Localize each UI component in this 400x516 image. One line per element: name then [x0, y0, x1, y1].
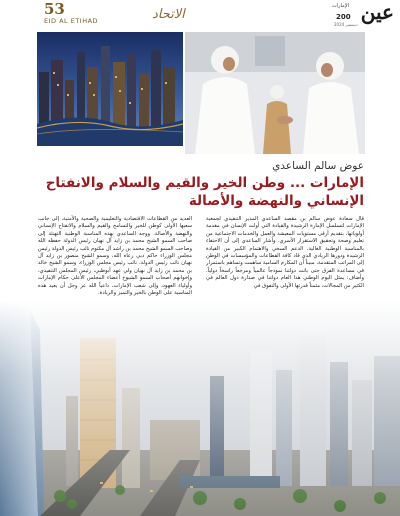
article-headline	[44, 174, 364, 210]
page-header	[0, 0, 400, 28]
issue-date: ديسمبر 2024	[334, 22, 358, 27]
magazine-masthead	[332, 1, 394, 27]
issue-number: 200	[336, 13, 351, 21]
eid-label: EID AL ETIHAD	[44, 17, 99, 25]
headline-line-1: الإمارات ... وطن الخير والقيم والسلام والانفتاح	[45, 175, 364, 191]
calligraphy-logo	[152, 3, 188, 23]
eid-al-etihad-logo	[44, 2, 102, 25]
ceremony-photo	[185, 32, 365, 154]
masthead-subtitle: الإمارات	[332, 3, 349, 9]
article-column-left	[38, 216, 192, 297]
headline-line-2: الإنساني والنهضة والأصالة	[188, 193, 364, 209]
masthead-brand: عين	[360, 0, 394, 24]
city-skyline-image	[0, 300, 400, 516]
article-column-right	[206, 216, 364, 290]
article-author: عوض سالم الساعدي	[272, 160, 364, 172]
marina-photo	[37, 32, 183, 146]
marina-skyline-image	[37, 32, 183, 146]
eid-number: 53	[44, 0, 65, 18]
calligraphy-text: الاتحاد	[152, 7, 185, 22]
downtown-dubai-image	[0, 300, 400, 516]
column-left-text: العديد من القطاعات الاقتصادية والتعليمية والصحية والأمنية، إلى جانب سعيها الأولى كوطن للخير والتسامح والقيم والسلام والانفتاح الإنساني والنهضة والأصالة. ووجه الساعدي بهذه المناسبة الوطنية التهنئة إلى صاحب السمو الشيخ محمد بن زايد آل نهيان رئيس الدولة حفظه الله وصاحب السمو الشيخ محمد بن راشد آل مكتوم نائب رئيس الدولة رئيس مجلس الوزراء حاكم دبي رعاه الله، وسمو الشيخ منصور بن زايد آل نهيان نائب رئيس الدولة، نائب رئيس مجلس الوزراء، وسمو الشيخ خالد بن محمد بن زايد آل نهيان ولي عهد أبوظبي، رئيس المجلس التنفيذي، وإخوانهم أصحاب السمو الشيوخ أعضاء المجلس الأعلى حكام الإمارات وأولياء العهود، وإلى شعب الإمارات، داعياً الله عز وجل أن يعيد هذه المناسبة على الوطن بالخير والتميز والريادة.	[38, 216, 192, 297]
ceremony-image	[185, 32, 365, 154]
column-right-text: قال سعادة عوض سالم بن مقصد الساعدي المدير التنفيذي لجمعية الإمارات لتسلسل الإمارة الرشيدة والقيادة التي أولت الإنسان في مقدمة أولوياتها، بتقديم أرقى مستويات المعيشة والعمل والخدمات الاجتماعية من تعليم وصحة وتحقيق الاستقرار الأسري. وأشار الساعدي إلى أن الاحتفاء بالمناسبة الوطنية الغالية، الدعم السخي والاهتمام الكبير من القيادة الرشيدة ودورها الريادي الذي قاد كافة القطاعات والمؤسسات في الوطن إلى المراتب المتقدمة، مبيناً أن المكارم السامية ساهمت وتساهم باستمرار في مساعدة الفرق حتى باتت دولتنا نموذجاً عالمياً ومرجعاً راسخاً دولياً. وأضاف: يمثل اليوم الوطني هذا العام دولتنا في صدارة دول العالم في الكثير من المجالات، مثمناً قدرتها الأولى والتفوق في	[206, 216, 364, 289]
